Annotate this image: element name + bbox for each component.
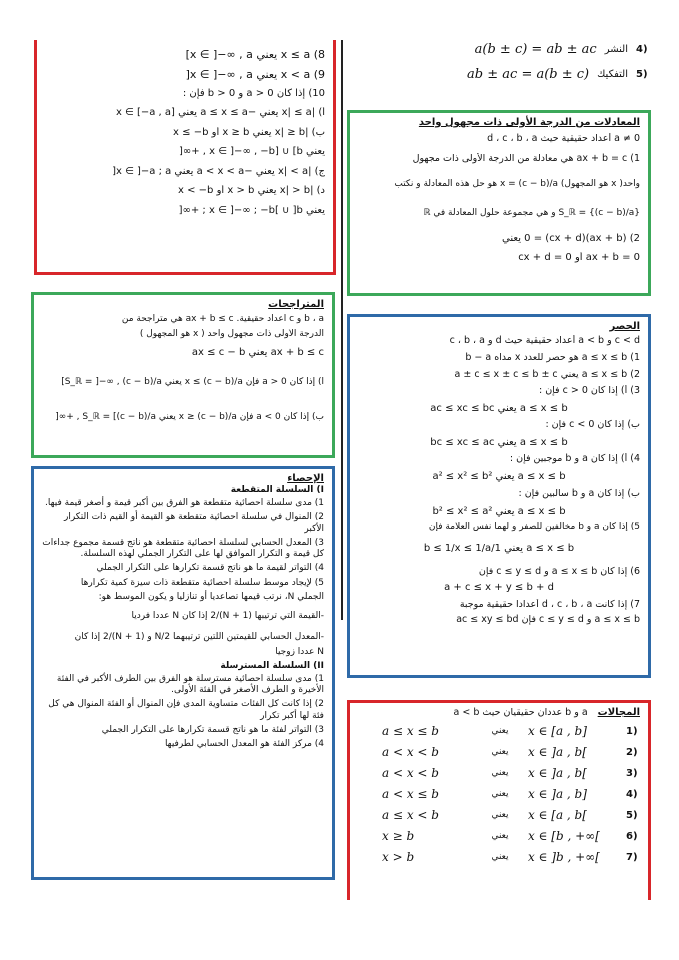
distribution-row — [350, 42, 650, 57]
bound-line: a ≤ x ≤ b يعني b² ≤ x² ≤ a² — [432, 505, 566, 517]
row-number: 6) — [626, 830, 638, 842]
eq-line: 1) ax + b = c هي معادلة من الدرجة الأولى ذات مجهول — [412, 152, 640, 164]
discrete-series-heading: I) السلسلة المتقطعة — [230, 485, 324, 495]
interval-row — [358, 829, 640, 843]
line-10: 10) إذا كان a > 0 و b > 0 فإن : — [182, 87, 325, 99]
bound-line: ب) إذا كان a و b سالبين فإن : — [518, 487, 640, 499]
interval-set: x ∈ ]a , b[ — [528, 766, 587, 780]
interval-row — [358, 850, 640, 864]
intervals-box — [347, 700, 651, 900]
inequalities-box — [31, 292, 335, 458]
bounds-title: الحصر — [609, 321, 640, 332]
median-line: الجملي N، نرتب قيمها تصاعديا أو تنازليا و يكون الموسط هو: — [98, 591, 324, 602]
line-10c: ج) |x| < a يعني −a < x < a يعني x ∈ ]−a ; a[ — [112, 165, 325, 177]
interval-set: x ∈ [a , b[ — [528, 808, 587, 822]
bound-line: 3) أ) إذا كان c > 0 فإن : — [538, 384, 640, 396]
row-number: 4) — [626, 788, 638, 800]
intervals-intro: a و b عددان حقيقيان حيث a < b — [453, 707, 588, 718]
interval-condition: a ≤ x ≤ b — [382, 724, 439, 738]
bound-line: 6) إذا كان a ≤ x ≤ b و c ≤ y ≤ d فإن — [478, 565, 640, 577]
distribution-section — [350, 40, 650, 82]
interval-row — [358, 724, 640, 738]
means-word: يعني — [491, 726, 509, 736]
bound-line: a ≤ x ≤ b و c ≤ y ≤ d فإن ac ≤ xy ≤ bd — [456, 614, 640, 626]
bounds-box — [347, 314, 651, 678]
means-word: يعني — [491, 831, 509, 841]
row-number: 7) — [626, 851, 638, 863]
eq-line: واحد( x هو المجهول) x = (c − b)/a هو حل هذه المعادلة و نكتب — [394, 178, 640, 189]
stats-item: 2) المنوال في سلسلة احصائية متقطعة هو القيمة أو القيم ذات التكرار الأكبر — [63, 512, 324, 534]
median-line: N عددا زوجيا — [275, 646, 324, 657]
continuous-series-heading: II) السلسلة المسترسلة — [220, 660, 324, 671]
interval-condition: a < x < b — [382, 745, 439, 759]
bound-line: 5) إذا كان a و b مخالفين للصفر و لهما نفس العلامة فإن — [428, 522, 640, 533]
eq-line: S_ℝ = {(c − b)/a} و هي مجموعة حلول المعادلة في ℝ — [423, 208, 640, 218]
means-word: يعني — [491, 747, 509, 757]
line-8: 8) x ≤ a يعني x ∈ ]−∞ , a] — [185, 48, 325, 61]
stats-item: 5) لإيجاد موسط سلسلة احصائية متقطعة ذات سيزة كمية تكرارها — [80, 577, 324, 588]
bound-line: a ≤ x ≤ b يعني bc ≤ xc ≤ ac — [430, 436, 568, 448]
stats-item: 3) التواتر لفئة ما هو ناتج قسمة تكرارها على التكرار الجملي — [101, 724, 324, 735]
line-10d: د) |x| > b يعني x > b أو x < −b — [178, 185, 325, 196]
absolute-value-box — [34, 40, 336, 275]
bound-line: a ≤ x ≤ b يعني a² ≤ x² ≤ b² — [432, 471, 566, 483]
item-label: النشر — [604, 44, 628, 55]
bound-line: ب) إذا كان c < 0 فإن : — [545, 419, 640, 430]
item-number: 4) — [636, 44, 648, 55]
line-10d-2: يعني x ∈ ]−∞ ; −b[ ∪ ]b ; +∞[ — [178, 204, 325, 216]
bound-line: 1) a ≤ x ≤ b هو حصر للعدد x مداه b − a — [465, 351, 640, 363]
means-word: يعني — [491, 789, 509, 799]
interval-row — [358, 745, 640, 759]
interval-condition: x ≥ b — [382, 829, 415, 843]
factoring-row — [350, 67, 650, 82]
interval-rows — [358, 724, 640, 864]
bound-line: a ≤ x ≤ b يعني 1/b ≤ 1/x ≤ 1/a — [423, 543, 575, 555]
means-word: يعني — [491, 768, 509, 778]
ineq-line: ax + b ≤ c يعني ax ≤ c − b — [191, 346, 324, 358]
intervals-header — [358, 707, 640, 718]
median-line: -المعدل الحسابي للقيمتين اللتين ترتيبهما N/2 و (N + 1)/2 إذا كان — [74, 632, 324, 643]
line-10b-2: يعني x ∈ ]−∞ , −b] ∪ [b , +∞[ — [179, 146, 325, 157]
stats-item: 2) إذا كانت كل الفئات متساوية المدى فإن المنوال أو الفئة المنوال هي كل فئة لها أكبر تكرار — [48, 699, 324, 721]
means-word: يعني — [491, 852, 509, 862]
interval-set: x ∈ ]a , b] — [528, 787, 587, 801]
statistics-box — [31, 466, 335, 880]
bound-line: 2) a ≤ x ≤ b يعني a ± c ≤ x ± c ≤ b ± c — [454, 368, 640, 380]
interval-condition: x > b — [382, 850, 415, 864]
interval-condition: a < x ≤ b — [382, 787, 439, 801]
interval-condition: a ≤ x < b — [382, 808, 439, 822]
bound-line: a + c ≤ x + y ≤ b + d — [444, 581, 554, 593]
stats-item: 1) مدى سلسلة احصائية متقطعة هو الفرق بين أكبر قيمة و أصغر قيمة فيها. — [44, 498, 324, 508]
item-label: التفكيك — [597, 69, 628, 80]
item-expression: ab ± ac = a(b ± c) — [467, 67, 590, 82]
equations-box — [347, 110, 651, 296]
row-number: 3) — [626, 767, 638, 779]
ineq-line: ب) إذا كان a < 0 فإن x ≥ (c − b)/a يعني S_ℝ = [(c − b)/a , +∞[ — [55, 412, 324, 423]
interval-row — [358, 808, 640, 822]
row-number: 2) — [626, 746, 638, 758]
column-divider — [341, 40, 343, 620]
stats-item: 4) التواتر لقيمة ما هو ناتج قسمة تكرارها على التكرار الجملي — [96, 563, 324, 574]
ineq-line: الدرجة الأولى ذات مجهول واحد ( x هو المجهول ) — [139, 329, 324, 340]
row-number: 5) — [626, 809, 638, 821]
interval-set: x ∈ [a , b] — [528, 724, 587, 738]
stats-item: 4) مركز الفئة هو المعدل الحسابي لطرفيها — [164, 739, 324, 749]
interval-condition: a < x < b — [382, 766, 439, 780]
bound-line: c < d و a < b أعداد حقيقية حيث d و c ، b ، a — [449, 335, 640, 346]
inequalities-title: المتراجحات — [268, 299, 324, 310]
stats-item: 3) المعدل الحسابي لسلسلة احصائية متقطعة هو ناتج قسمة مجموع جداءات كل قيمة و التكرار الموافق لها على التكرار الجملي لهذه السلسلة. — [42, 537, 324, 559]
median-line: -القيمة التي ترتيبها (N + 1)/2 إذا كان N عددا فرديا — [131, 611, 324, 621]
line-10b: ب) |x| ≥ b يعني x ≥ b أو x ≤ −b — [173, 126, 325, 138]
eq-line: a ≠ 0 أعداد حقيقية حيث d ، c ، b ، a — [487, 133, 640, 144]
interval-row — [358, 766, 640, 780]
equations-title: المعادلات من الدرجة الأولى ذات مجهول واحد — [418, 117, 640, 128]
item-expression: a(b ± c) = ab ± ac — [474, 42, 597, 57]
bound-line: a ≤ x ≤ b يعني ac ≤ xc ≤ bc — [430, 402, 568, 414]
eq-line: 2) (ax + b)(cx + d) = 0 يعني — [502, 233, 640, 245]
stats-item: 1) مدى سلسلة احصائية مسترسلة هو الفرق بين الطرف الأكبر في الفئة الأخيرة و الطرف الأصغر في الفئة الأولى. — [56, 673, 324, 695]
bound-line: 7) إذا كانت d ، c ، b ، a أعدادا حقيقية موجبة — [459, 599, 640, 611]
row-number: 1) — [626, 725, 638, 737]
interval-set: x ∈ [b , +∞[ — [528, 829, 600, 843]
item-number: 5) — [636, 69, 648, 80]
statistics-title: الإحصاء — [287, 473, 324, 484]
eq-line: ax + b = 0 أو cx + d = 0 — [518, 251, 640, 263]
bound-line: 4) أ) إذا كان a و b موجبين فإن : — [509, 453, 640, 465]
interval-set: x ∈ ]a , b[ — [528, 745, 587, 759]
line-9: 9) x < a يعني x ∈ ]−∞ , a[ — [185, 67, 325, 81]
ineq-line: أ) إذا كان a > 0 فإن x ≤ (c − b)/a يعني S_ℝ = ]−∞ , (c − b)/a] — [61, 377, 324, 387]
interval-row — [358, 787, 640, 801]
interval-set: x ∈ ]b , +∞[ — [528, 850, 600, 864]
ineq-line: b ، a و c أعداد حقيقية. ax + b ≤ c هي متراجحة من — [121, 314, 324, 324]
line-10a: أ) |x| ≤ a يعني −a ≤ x ≤ a يعني x ∈ [−a , a] — [115, 107, 325, 118]
means-word: يعني — [491, 810, 509, 820]
intervals-title: المجالات — [597, 707, 640, 718]
